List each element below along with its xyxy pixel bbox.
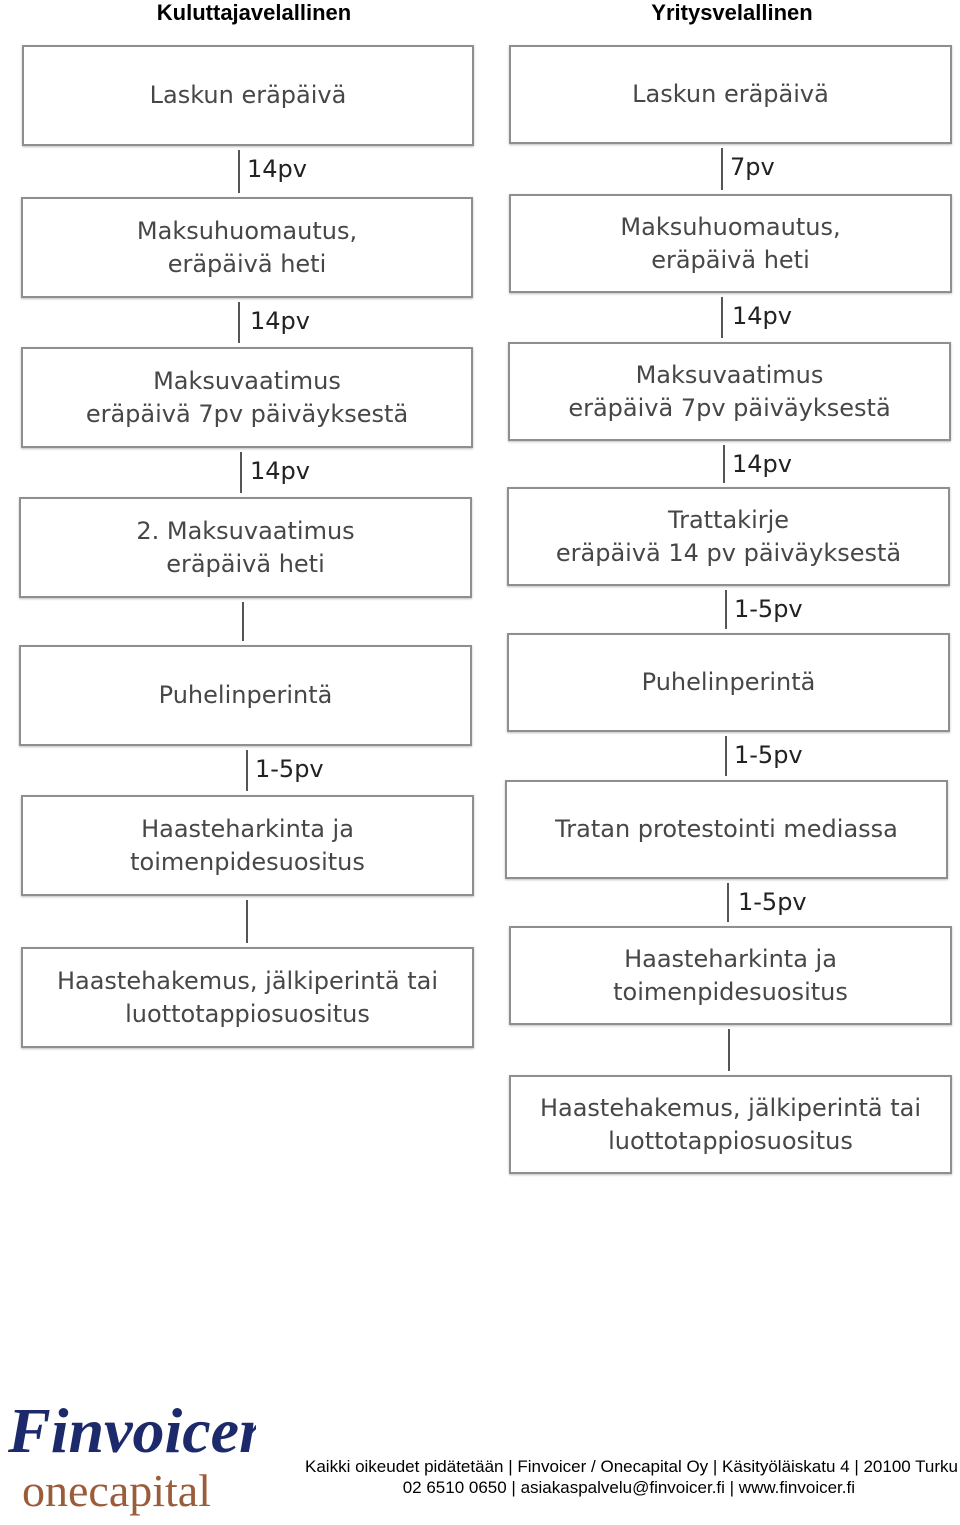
consumer-step-text: [130, 813, 365, 879]
consumer-step-text: [86, 365, 408, 431]
step-line-1: 2. Maksuvaatimus: [136, 516, 355, 545]
step-line-2: toimenpidesuositus: [613, 977, 848, 1006]
consumer-step-box: [21, 197, 473, 298]
step-line-1: Laskun eräpäivä: [632, 80, 829, 108]
business-connector-line: [727, 883, 729, 922]
business-step-text: [642, 666, 816, 699]
consumer-step-text: [136, 515, 354, 581]
step-line-1: Haastehakemus, jälkiperintä tai: [56, 966, 439, 995]
consumer-connector-line: [238, 150, 240, 193]
consumer-interval-label: 1-5pv: [255, 755, 324, 783]
consumer-step-text: [159, 679, 333, 712]
consumer-step-box: [22, 45, 474, 146]
step-line-2: toimenpidesuositus: [130, 847, 365, 876]
business-step-box: [507, 633, 950, 732]
consumer-interval-label: 14pv: [250, 307, 310, 335]
step-line-1: Trattakirje: [667, 505, 790, 534]
step-line-2: eräpäivä 7pv päiväyksestä: [85, 399, 409, 428]
business-step-text: [540, 1092, 921, 1158]
step-line-1: Maksuvaatimus: [635, 360, 824, 389]
step-line-2: eräpäivä 14 pv päiväyksestä: [555, 538, 902, 567]
business-step-box: [509, 926, 952, 1025]
business-step-text: [555, 813, 898, 846]
business-connector-line: [725, 736, 727, 776]
finvoicer-logo: [6, 1392, 256, 1520]
business-step-text: [620, 211, 840, 277]
business-interval-label: 1-5pv: [734, 741, 803, 769]
step-line-2: eräpäivä heti: [167, 249, 327, 278]
consumer-step-box: [19, 645, 472, 746]
consumer-connector-line: [238, 302, 240, 343]
step-line-1: Haasteharkinta ja: [624, 944, 837, 973]
business-interval-label: 1-5pv: [734, 595, 803, 623]
step-line-2: luottotappiosuositus: [608, 1126, 853, 1155]
business-step-text: [556, 504, 901, 570]
consumer-step-box: [21, 347, 473, 448]
step-line-1: Maksuhuomautus,: [620, 212, 841, 241]
business-connector-line: [721, 148, 723, 190]
business-step-text: [613, 943, 848, 1009]
step-line-1: Puhelinperintä: [641, 668, 816, 696]
business-step-box: [507, 487, 950, 586]
business-step-box: [508, 342, 951, 441]
consumer-step-box: [19, 497, 472, 598]
business-step-text: [568, 359, 890, 425]
consumer-connector-line: [240, 452, 242, 493]
business-connector-line: [725, 590, 727, 629]
step-line-1: Tratan protestointi mediassa: [555, 815, 898, 843]
consumer-step-box: [21, 795, 474, 896]
business-step-box: [505, 780, 948, 879]
step-line-1: Maksuhuomautus,: [136, 216, 358, 245]
business-column-title: Yritysvelallinen: [651, 0, 813, 25]
business-connector-line: [723, 445, 725, 483]
step-line-1: Haastehakemus, jälkiperintä tai: [539, 1093, 922, 1122]
consumer-interval-label: 14pv: [247, 155, 307, 183]
business-connector-line: [721, 297, 723, 338]
business-interval-label: 14pv: [732, 302, 792, 330]
consumer-column-title: Kuluttajavelallinen: [156, 0, 352, 25]
consumer-step-box: [21, 947, 474, 1048]
business-step-box: [509, 194, 952, 293]
business-interval-label: 14pv: [732, 450, 792, 478]
business-connector-line: [728, 1029, 730, 1071]
consumer-step-text: [150, 79, 347, 112]
step-line-1: Puhelinperintä: [158, 681, 333, 709]
footer-legal-line: Kaikki oikeudet pidätetään | Finvoicer / Onecapital Oy | Käsityöläiskatu 4 | 20100 Turku: [305, 1457, 958, 1476]
consumer-connector-line: [242, 602, 244, 641]
step-line-1: Maksuvaatimus: [153, 366, 341, 395]
step-line-1: Laskun eräpäivä: [149, 81, 347, 109]
logo-onecapital-text: onecapital: [22, 1465, 212, 1516]
consumer-step-text: [137, 215, 357, 281]
consumer-connector-line: [246, 900, 248, 943]
consumer-interval-label: 14pv: [250, 457, 310, 485]
consumer-step-text: [57, 965, 438, 1031]
business-step-box: [509, 45, 952, 144]
business-interval-label: 1-5pv: [738, 888, 807, 916]
step-line-2: eräpäivä heti: [166, 549, 325, 578]
business-step-text: [632, 78, 829, 111]
consumer-connector-line: [246, 750, 248, 791]
step-line-2: eräpäivä 7pv päiväyksestä: [568, 393, 891, 422]
step-line-2: luottotappiosuositus: [125, 999, 370, 1028]
business-step-box: [509, 1075, 952, 1174]
footer-contact-line: 02 6510 0650 | asiakaspalvelu@finvoicer.fi | www.finvoicer.fi: [402, 1478, 855, 1497]
step-line-2: eräpäivä heti: [651, 245, 810, 274]
step-line-1: Haasteharkinta ja: [141, 814, 354, 843]
logo-finvoicer-text: Finvoicer: [8, 1395, 256, 1466]
business-interval-label: 7pv: [730, 153, 775, 181]
